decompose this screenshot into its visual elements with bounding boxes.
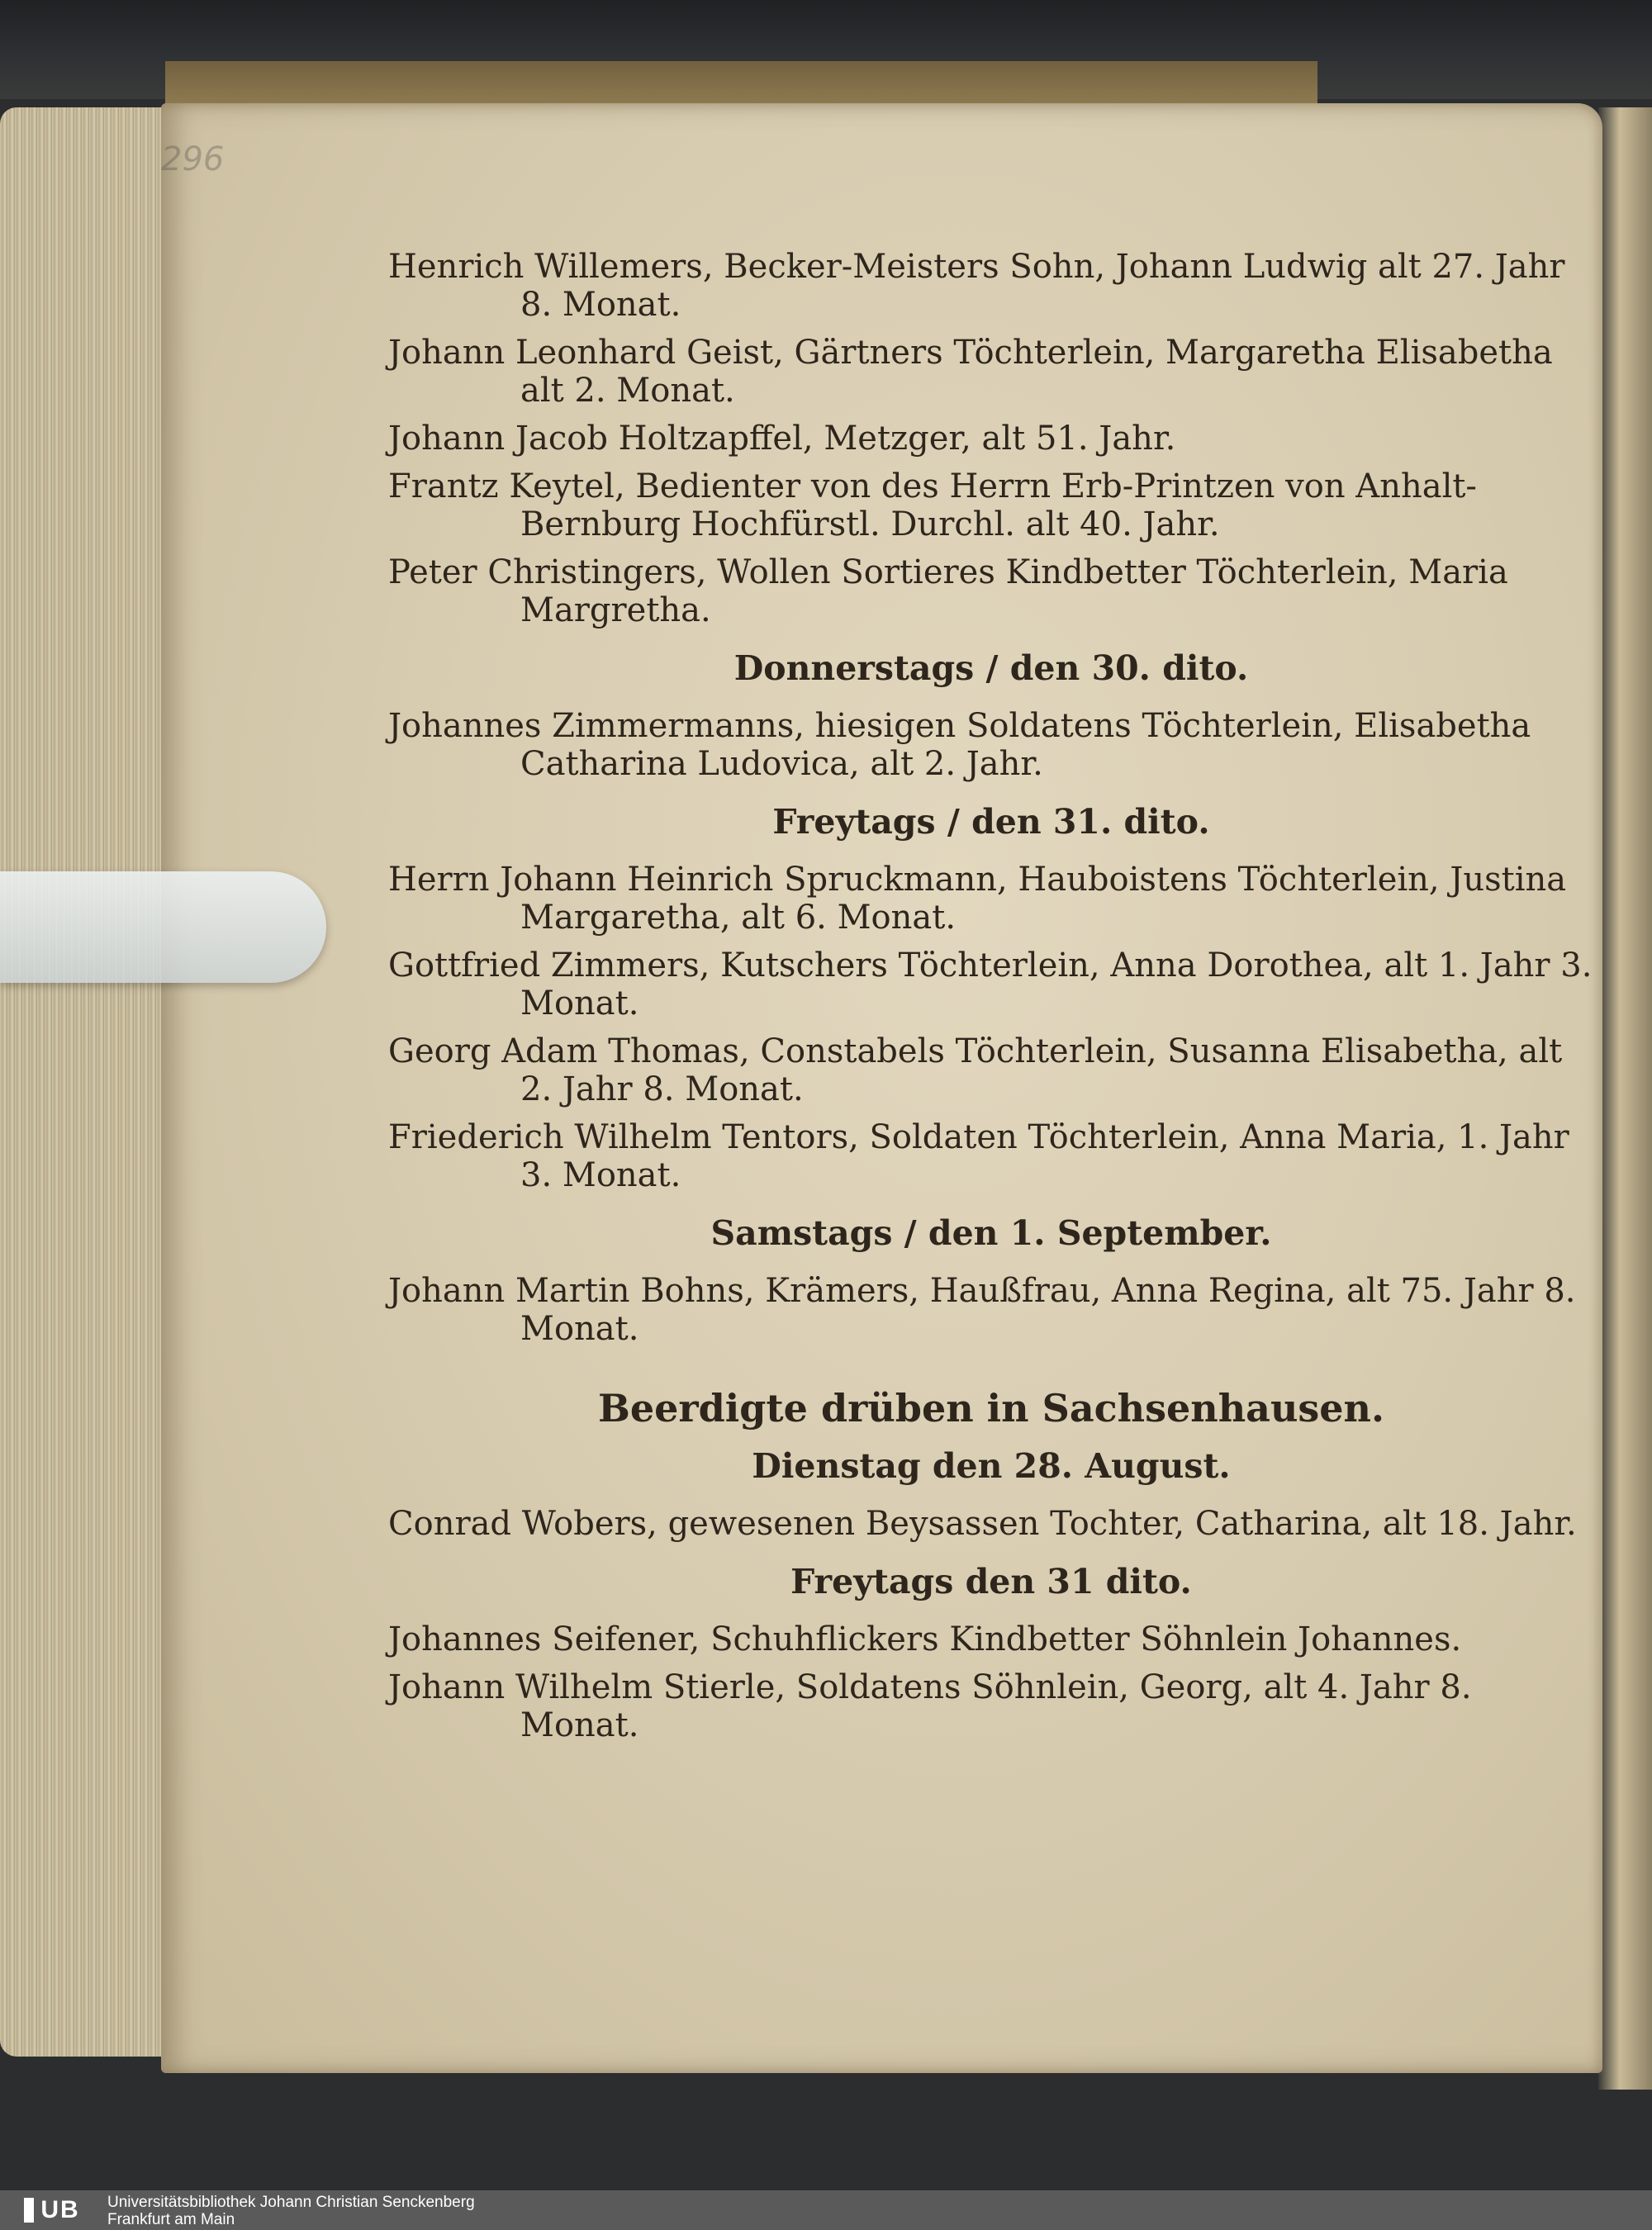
entry: Johannes Zimmermanns, hiesigen Soldatens Töchterlein, Elisabetha Catharina Ludovica, alt 2. Jahr. bbox=[388, 707, 1531, 783]
entry: Herrn Johann Heinrich Spruckmann, Hauboistens Töchterlein, Justina Margaretha, alt 6. Monat. bbox=[388, 861, 1567, 937]
page-edge-right bbox=[1598, 107, 1652, 2090]
entry: Henrich Willemers, Becker-Meisters Sohn, Johann Ludwig alt 27. Jahr 8. Monat. bbox=[388, 248, 1565, 324]
heading-saturday: Samstags / den 1. September. bbox=[710, 1213, 1272, 1253]
entry: Gottfried Zimmers, Kutschers Töchterlein, Anna Dorothea, alt 1. Jahr 3. Monat. bbox=[388, 947, 1593, 1022]
entry: Georg Adam Thomas, Constabels Töchterlein, Susanna Elisabetha, alt 2. Jahr 8. Monat. bbox=[388, 1032, 1563, 1108]
entry: Johannes Seifener, Schuhflickers Kindbetter Söhnlein Johannes. bbox=[388, 1620, 1462, 1658]
library-footer bbox=[0, 2190, 1652, 2230]
entry: Friederich Wilhelm Tentors, Soldaten Töchterlein, Anna Maria, 1. Jahr 3. Monat. bbox=[388, 1118, 1569, 1194]
entry: Johann Martin Bohns, Krämers, Haußfrau, Anna Regina, alt 75. Jahr 8. Monat. bbox=[388, 1272, 1576, 1348]
ub-logo bbox=[7, 2195, 97, 2225]
heading-friday: Freytags / den 31. dito. bbox=[772, 802, 1210, 842]
entry: Peter Christingers, Wollen Sortieres Kindbetter Töchterlein, Maria Margretha. bbox=[388, 553, 1508, 629]
heading-friday-sachsenhausen: Freytags den 31 dito. bbox=[790, 1562, 1192, 1601]
heading-sachsenhausen: Beerdigte drüben in Sachsenhausen. bbox=[597, 1386, 1385, 1431]
footer-line-1: Universitätsbibliothek Johann Christian Senckenberg bbox=[107, 2194, 475, 2211]
heading-thursday: Donnerstags / den 30. dito. bbox=[733, 648, 1249, 688]
entry: Frantz Keytel, Bedienter von des Herrn Erb-Printzen von Anhalt-Bernburg Hochfürstl. Durchl. alt 40. Jahr. bbox=[388, 467, 1477, 543]
heading-tuesday: Dienstag den 28. August. bbox=[752, 1446, 1231, 1486]
entry: Conrad Wobers, gewesenen Beysassen Tochter, Catharina, alt 18. Jahr. bbox=[388, 1505, 1577, 1543]
logo-bar-icon bbox=[24, 2198, 34, 2223]
entry: Johann Jacob Holtzapffel, Metzger, alt 51. Jahr. bbox=[388, 420, 1176, 458]
entry: Johann Leonhard Geist, Gärtners Töchterlein, Margaretha Elisabetha alt 2. Monat. bbox=[388, 334, 1553, 410]
entries-top bbox=[388, 248, 1594, 629]
page-text bbox=[388, 248, 1594, 1754]
footer-line-2: Frankfurt am Main bbox=[107, 2211, 235, 2228]
logo-text: UB bbox=[40, 2196, 80, 2223]
entry: Johann Wilhelm Stierle, Soldatens Söhnlein, Georg, alt 4. Jahr 8. Monat. bbox=[388, 1668, 1472, 1744]
footer-text bbox=[107, 2194, 475, 2228]
page-edges-left bbox=[0, 107, 178, 2057]
glass-bookmark-weight bbox=[0, 871, 326, 983]
pencil-page-number: 296 bbox=[161, 140, 225, 178]
